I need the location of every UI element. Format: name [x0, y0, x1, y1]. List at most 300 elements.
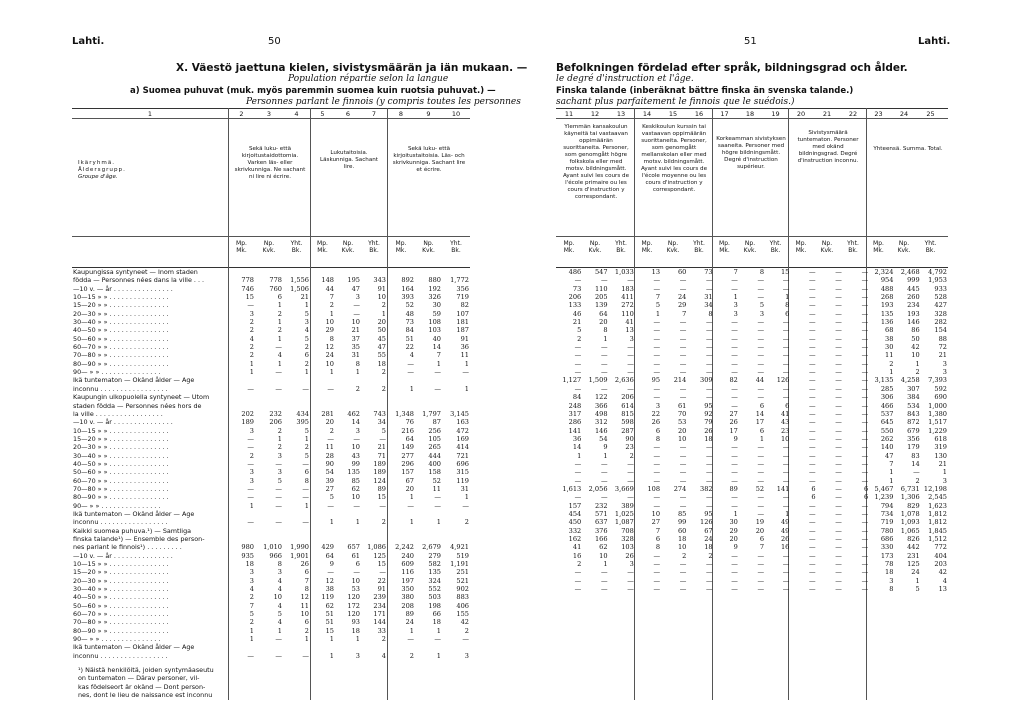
left-table-row	[72, 301, 470, 309]
left-cell: 296	[401, 459, 414, 468]
right-cell: —	[679, 368, 687, 377]
left-cell: 1	[464, 493, 469, 502]
right-cell: 1	[915, 359, 920, 368]
left-row-label: —10 v. — år . . . . . . . . . . . . . . .	[73, 551, 173, 560]
right-cell: 1	[733, 293, 738, 302]
left-cell: 4	[277, 351, 282, 360]
right-cell: —	[835, 509, 842, 518]
left-cell: —	[275, 459, 282, 468]
right-cell: —	[782, 459, 790, 468]
right-section-a-title: Finska talande (inberäknat bättre finska än svenska talande.)	[556, 86, 854, 96]
right-unit-label: Np. Kvk.	[743, 240, 757, 254]
right-cell: —	[731, 443, 738, 452]
left-cell: 107	[456, 309, 469, 318]
right-cell: 933	[934, 284, 947, 293]
right-cell: 6	[759, 426, 765, 435]
right-cell: 537	[880, 409, 894, 418]
right-cell: —	[757, 459, 765, 468]
right-cell: 8	[708, 309, 713, 318]
right-cell: —	[861, 409, 869, 418]
right-colnum-22: 22	[848, 110, 858, 118]
left-cell: 5	[304, 451, 309, 460]
right-cell: 29	[677, 301, 687, 310]
right-cell: 6	[655, 426, 661, 435]
left-cell: —	[275, 384, 282, 393]
right-cell: 389	[621, 501, 634, 510]
left-table-row	[72, 635, 470, 643]
left-cell	[255, 527, 283, 535]
left-cell: 778	[241, 276, 254, 285]
right-cell: —	[757, 576, 765, 585]
right-cell: 9	[733, 543, 738, 552]
left-cell: 30	[432, 301, 441, 310]
left-cell: 406	[456, 601, 469, 610]
left-cell: 521	[456, 576, 469, 585]
left-cell: 444	[428, 451, 441, 460]
left-cell: 582	[428, 560, 441, 569]
right-cell: 12,198	[923, 484, 947, 493]
right-cell: 1,239	[874, 493, 894, 502]
right-cell: —	[679, 576, 687, 585]
running-head-left: Lahti.	[72, 36, 105, 47]
right-cell: —	[653, 276, 661, 285]
left-table-row	[72, 285, 470, 293]
right-cell: —	[782, 334, 790, 343]
left-cell: —	[247, 518, 254, 527]
right-cell: —	[809, 276, 816, 285]
right-cell: —	[861, 359, 869, 368]
right-cell: 46	[572, 309, 582, 318]
left-cell: 71	[377, 451, 386, 460]
right-cell: —	[809, 268, 816, 276]
right-cell: —	[574, 585, 582, 594]
right-cell: —	[653, 468, 661, 477]
left-cell: 82	[460, 301, 469, 310]
right-cell: 60	[677, 526, 687, 535]
right-section-a-title-fr: sachant plus parfaitement le finnois que le suédois.)	[556, 97, 795, 107]
left-cell: 90	[325, 459, 334, 468]
right-cell: —	[861, 518, 869, 527]
left-row-label: 60—70 » » . . . . . . . . . . . . . . .	[73, 343, 169, 352]
right-table-row	[556, 335, 948, 343]
left-cell: 6	[304, 468, 309, 477]
right-cell: —	[835, 526, 842, 535]
right-cell: —	[757, 560, 765, 569]
left-cell: 2	[249, 343, 254, 352]
right-cell: 54	[599, 434, 608, 443]
right-cell: 592	[934, 384, 947, 393]
left-data-table	[72, 268, 470, 660]
right-table-row	[556, 543, 948, 551]
left-row-label: 50—60 » » . . . . . . . . . . . . . . .	[73, 468, 169, 477]
right-cell: 13	[625, 326, 634, 335]
right-cell: 1,512	[928, 535, 947, 543]
left-cell: 2	[381, 301, 386, 310]
right-cell: —	[835, 343, 842, 352]
right-cell: 330	[880, 543, 894, 552]
left-section-a-title: a) Suomea puhuvat (muk. myös paremmin suomea kuin ruotsia puhuvat.) —	[130, 86, 496, 96]
left-cell	[361, 268, 387, 276]
left-cell: 5	[277, 610, 282, 619]
left-colnum-4: 4	[294, 110, 299, 118]
left-cell: 8	[304, 585, 309, 594]
right-cell: —	[809, 293, 816, 302]
left-cell: 189	[373, 468, 386, 477]
right-cell: —	[679, 568, 687, 577]
right-cell: —	[861, 451, 869, 460]
right-cell: —	[653, 551, 661, 560]
left-cell: 1	[277, 359, 282, 368]
left-cell: 181	[456, 318, 469, 327]
left-cell: 116	[401, 568, 414, 577]
left-cell: 135	[347, 468, 360, 477]
left-cell: —	[353, 501, 360, 510]
right-cell: —	[861, 376, 869, 385]
left-cell: 6	[304, 351, 309, 360]
left-row-label: —10 v. — år . . . . . . . . . . . . . . .	[73, 284, 173, 293]
left-cell: —	[327, 384, 334, 393]
right-cell: —	[627, 468, 634, 477]
right-cell: —	[809, 476, 816, 485]
right-cell: 5	[915, 585, 920, 594]
left-cell: 1	[436, 651, 441, 660]
left-cell	[361, 393, 387, 401]
right-colnum-18: 18	[745, 110, 755, 118]
right-cell: —	[835, 284, 842, 293]
right-colnum-12: 12	[590, 110, 600, 118]
left-table-row	[72, 360, 470, 368]
right-cell: —	[809, 501, 816, 510]
right-cell: 618	[934, 434, 947, 443]
left-row-label: 70—80 » » . . . . . . . . . . . . . . .	[73, 618, 169, 627]
left-cell: 195	[347, 276, 360, 285]
right-cell: 1	[733, 509, 738, 518]
left-cell: 3	[304, 318, 309, 327]
right-cell: 10	[599, 551, 608, 560]
left-cell: 3	[249, 576, 254, 585]
right-cell: —	[653, 359, 661, 368]
left-cell: 8	[304, 476, 309, 485]
right-cell: 7	[655, 526, 661, 535]
right-cell: 1	[785, 509, 790, 518]
left-cell: 62	[351, 484, 360, 493]
left-cell: 11	[300, 601, 309, 610]
right-cell: 287	[621, 426, 634, 435]
right-cell: —	[782, 318, 790, 327]
right-table-row	[556, 351, 948, 359]
right-cell: 15	[780, 268, 790, 276]
right-cell: 136	[880, 318, 894, 327]
right-cell: —	[600, 368, 608, 377]
right-cell: —	[782, 343, 790, 352]
left-cell	[310, 643, 335, 651]
left-cell: 1,556	[290, 276, 309, 285]
left-cell: 1	[277, 301, 282, 310]
left-cell: 1	[304, 301, 309, 310]
right-colnum-25: 25	[926, 110, 935, 118]
right-cell: 1,623	[928, 501, 947, 510]
left-cell: —	[247, 459, 254, 468]
left-cell: 5	[249, 610, 254, 619]
right-cell: —	[574, 459, 582, 468]
right-cell: —	[809, 526, 816, 535]
left-cell: —	[275, 501, 282, 510]
left-row-label: nes parlant le finnois¹) . . . . . . . . .	[73, 543, 182, 552]
left-table-row	[72, 527, 470, 535]
left-cell: —	[302, 518, 309, 527]
right-cell: —	[861, 334, 869, 343]
left-colnum-8: 8	[398, 110, 404, 118]
right-cell: 7	[682, 309, 687, 318]
left-cell: 1	[329, 368, 334, 377]
right-cell: —	[809, 309, 816, 318]
right-cell: —	[835, 418, 842, 427]
left-cell	[283, 376, 310, 384]
left-cell: —	[275, 493, 282, 502]
left-cell: 746	[241, 284, 254, 293]
left-cell: 1	[249, 501, 254, 510]
left-cell: 20	[325, 418, 334, 427]
right-cell: —	[679, 560, 687, 569]
left-table-row	[72, 418, 470, 426]
left-cell: 1	[249, 626, 254, 635]
right-cell: —	[861, 568, 869, 577]
right-cell: —	[835, 426, 842, 435]
right-cell: —	[574, 576, 582, 585]
left-cell	[387, 643, 415, 651]
right-cell: 20	[677, 426, 687, 435]
left-cell: 1	[409, 518, 414, 527]
right-cell: —	[600, 468, 608, 477]
right-cell: —	[809, 568, 816, 577]
left-cell: 10	[325, 318, 334, 327]
right-cell: 68	[885, 326, 894, 335]
left-cell	[228, 535, 255, 543]
left-colnum-rule	[72, 118, 470, 119]
right-cell: 780	[880, 526, 894, 535]
right-cell: 999	[907, 276, 920, 285]
right-cell: 1,000	[928, 401, 947, 410]
right-colnum-rule	[556, 118, 948, 119]
right-cell: 30	[729, 518, 738, 527]
right-cell: 193	[907, 309, 920, 318]
right-cell: 772	[934, 543, 947, 552]
right-table-row	[556, 552, 948, 560]
left-cell: 135	[428, 568, 441, 577]
left-row-label: —10 v. — år . . . . . . . . . . . . . . .	[73, 418, 173, 427]
left-cell: 120	[347, 593, 360, 602]
left-cell: 4	[277, 576, 282, 585]
right-cell: 376	[594, 526, 608, 535]
left-row-label: 70—80 » » . . . . . . . . . . . . . . .	[73, 351, 169, 360]
left-cell	[228, 402, 255, 410]
left-cell: 2	[329, 426, 334, 435]
right-cell: —	[861, 468, 869, 477]
right-cell: —	[861, 384, 869, 393]
left-cell: 108	[428, 318, 441, 327]
right-cell: 550	[880, 426, 894, 435]
left-unit-label: Yht. Bk.	[450, 240, 462, 254]
right-cell: —	[782, 585, 790, 594]
right-cell: —	[809, 318, 816, 327]
left-cell: 265	[428, 443, 441, 452]
right-table-row	[556, 376, 948, 384]
right-cell: 62	[599, 543, 608, 552]
left-cell: 1	[277, 434, 282, 443]
left-cell: 1,086	[367, 543, 386, 552]
right-cell: 18	[677, 535, 687, 543]
left-cell: 2	[381, 384, 386, 393]
right-table-row	[556, 427, 948, 435]
left-cell: 10	[325, 359, 334, 368]
right-cell: —	[782, 468, 790, 477]
right-cell: —	[600, 459, 608, 468]
left-row-label: 10—15 » » . . . . . . . . . . . . . . .	[73, 293, 169, 302]
right-cell: 90	[625, 434, 634, 443]
right-unit-label: Np. Kvk.	[820, 240, 834, 254]
right-cell: —	[627, 351, 634, 360]
right-cell: —	[706, 568, 713, 577]
left-cell: 1	[249, 635, 254, 644]
right-cell: 328	[934, 309, 947, 318]
right-cell: 26	[704, 426, 713, 435]
right-cell: —	[835, 451, 842, 460]
left-cell: 14	[432, 343, 441, 352]
right-cell: 384	[907, 393, 920, 402]
right-table-row	[556, 568, 948, 576]
right-cell: —	[782, 493, 790, 502]
right-cell: 719	[880, 518, 894, 527]
right-cell: —	[757, 451, 765, 460]
left-table-row	[72, 510, 470, 518]
right-cell: —	[861, 535, 869, 543]
right-cell: —	[653, 585, 661, 594]
right-cell: 686	[880, 535, 894, 543]
left-cell	[283, 527, 310, 535]
right-cell: —	[861, 585, 869, 594]
left-row-label: födda — Personnes nées dans la ville . . .	[73, 276, 205, 285]
left-cell	[255, 268, 283, 276]
right-table-row	[556, 443, 948, 451]
left-cell: 2	[304, 443, 309, 452]
right-cell: 1	[577, 451, 582, 460]
right-cell: —	[574, 468, 582, 477]
right-cell: 2	[577, 560, 582, 569]
right-table-row	[556, 435, 948, 443]
right-table-heading: Befolkningen fördelad efter språk, bildningsgrad och ålder.	[556, 62, 908, 74]
left-cell: —	[275, 484, 282, 493]
left-cell: 51	[325, 610, 334, 619]
left-cell: 3	[249, 426, 254, 435]
left-cell: 157	[401, 468, 414, 477]
right-cell: 5	[759, 301, 765, 310]
left-table-row	[72, 452, 470, 460]
right-cell: —	[706, 443, 713, 452]
left-cell: 324	[428, 576, 441, 585]
right-cell: —	[782, 326, 790, 335]
right-cell: —	[861, 443, 869, 452]
left-cell: 3	[355, 293, 360, 302]
right-cell: 135	[880, 309, 894, 318]
left-cell: —	[247, 434, 254, 443]
right-cell: —	[679, 384, 687, 393]
right-cell: —	[706, 585, 713, 594]
right-cell: 1,033	[614, 268, 634, 276]
right-cell: 157	[568, 501, 582, 510]
right-cell: 1	[915, 576, 920, 585]
right-cell: 16	[780, 543, 790, 552]
left-row-label: Kaupungissa syntyneet — Inom staden	[73, 268, 198, 276]
left-cell: 2	[464, 518, 469, 527]
right-cell: 4	[942, 576, 947, 585]
left-cell	[283, 402, 310, 410]
left-table-row	[72, 485, 470, 493]
right-unit-label: Mp. Mk.	[795, 240, 807, 254]
right-cell: —	[835, 434, 842, 443]
left-cell: 64	[325, 551, 334, 560]
left-cell: 35	[351, 343, 360, 352]
right-cell: 1,953	[928, 276, 947, 285]
right-cell: —	[706, 576, 713, 585]
left-cell: —	[353, 309, 360, 318]
left-cell: 40	[432, 334, 441, 343]
right-cell: —	[731, 276, 738, 285]
left-cell: —	[247, 443, 254, 452]
right-table-row	[556, 493, 948, 501]
right-cell: —	[809, 334, 816, 343]
left-cell: 103	[428, 326, 441, 335]
left-cell: 3	[355, 426, 360, 435]
left-cell: 66	[432, 610, 441, 619]
left-cell: —	[275, 518, 282, 527]
right-cell: —	[809, 393, 816, 402]
right-cell: 49	[780, 518, 790, 527]
left-cell: 2	[329, 301, 334, 310]
right-cell: 282	[934, 318, 947, 327]
left-cell: 61	[351, 551, 360, 560]
right-cell: —	[600, 476, 608, 485]
left-section-a-title-fr: Personnes parlant le finnois (y compris toutes les personnes	[246, 97, 521, 107]
left-cell: 62	[325, 601, 334, 610]
right-cell: —	[782, 451, 790, 460]
left-cell: 54	[325, 468, 334, 477]
left-cell	[283, 393, 310, 401]
left-table-row	[72, 543, 470, 551]
right-cell: 50	[911, 334, 920, 343]
right-cell: —	[835, 468, 842, 477]
left-cell: 51	[325, 618, 334, 627]
left-cell: 3	[249, 476, 254, 485]
right-cell: 9	[603, 443, 608, 452]
right-cell: 2,636	[614, 376, 634, 385]
left-cell	[255, 376, 283, 384]
right-cell: 1	[785, 293, 790, 302]
right-cell: —	[835, 393, 842, 402]
left-cell: 11	[325, 443, 334, 452]
right-cell: —	[731, 501, 738, 510]
left-cell: 462	[347, 409, 360, 418]
left-cell: 356	[456, 284, 469, 293]
left-cell: 10	[300, 610, 309, 619]
right-cell: —	[757, 343, 765, 352]
right-cell: —	[861, 351, 869, 360]
right-cell: 872	[907, 418, 920, 427]
left-row-label: 90— » » . . . . . . . . . . . . . . .	[73, 501, 161, 510]
right-cell: —	[706, 334, 713, 343]
right-cell: 36	[572, 434, 582, 443]
right-table-row	[556, 385, 948, 393]
right-cell: —	[731, 576, 738, 585]
